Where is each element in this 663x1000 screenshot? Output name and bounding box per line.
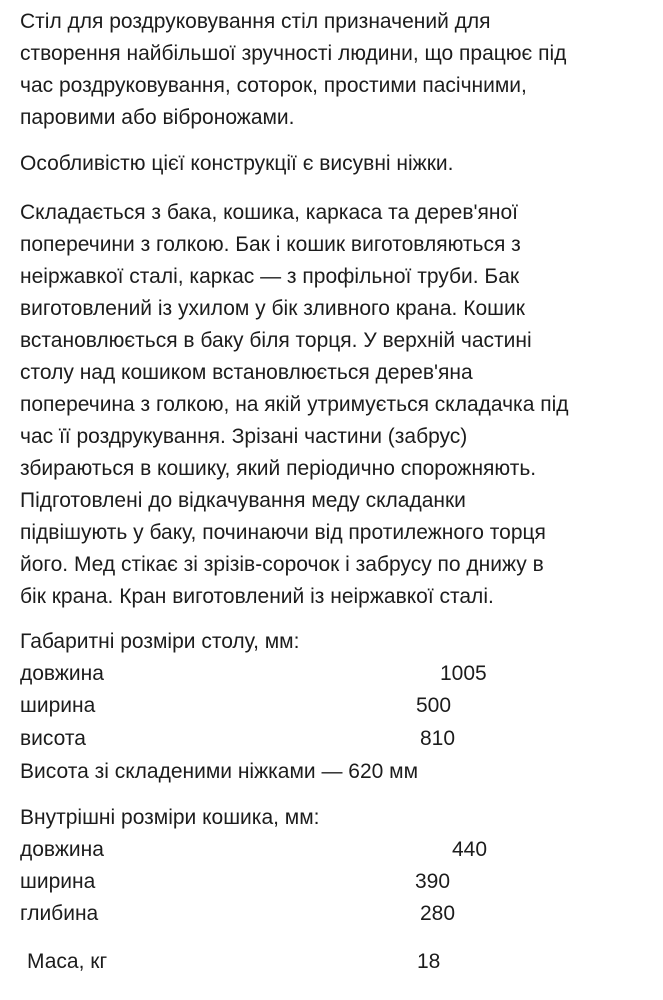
basket-value-length: 440 (452, 838, 488, 861)
construction-line: Підготовлені до відкачування меду складанки (20, 489, 466, 512)
mass-label: Маса, кг (27, 950, 108, 973)
basket-value-width: 390 (415, 870, 451, 893)
feature-paragraph (20, 148, 650, 180)
dimension-row-width (20, 690, 95, 722)
dimension-label: довжина (20, 662, 104, 685)
basket-label: глибина (20, 902, 99, 925)
construction-paragraph (20, 197, 650, 613)
intro-line: створення найбільшої зручності людини, що працює під (20, 42, 567, 65)
construction-line: виготовлений із ухилом у бік зливного крана. Кошик (20, 297, 525, 320)
construction-line: поперечина з голкою, на якій утримується складачка під (20, 393, 569, 416)
basket-row-depth (20, 898, 98, 930)
construction-line: його. Мед стікає зі зрізів-сорочок і забрусу по днижу в (20, 553, 544, 576)
basket-value-depth: 280 (420, 902, 456, 925)
dimension-row-height (20, 723, 86, 755)
construction-line: час її роздрукування. Зрізані частини (забрус) (20, 425, 468, 448)
dimension-value-height: 810 (420, 727, 456, 750)
construction-line: бік крана. Кран виготовлений із неіржавкої сталі. (20, 585, 494, 608)
construction-line: Складається з бака, кошика, каркаса та дерев'яної (20, 201, 518, 224)
construction-line: столу над кошиком встановлюється дерев'яна (20, 361, 473, 384)
mass-value: 18 (417, 950, 441, 973)
construction-line: підвішують у баку, починаючи від протилежного торця (20, 521, 546, 544)
construction-line: встановлюється в баку біля торця. У верхній частині (20, 329, 532, 352)
basket-row-length (20, 834, 104, 866)
intro-line: Стіл для роздруковування стіл призначений для (20, 10, 491, 33)
feature-line: Особливістю цієї конструкції є висувні ніжки. (20, 152, 454, 175)
basket-label: довжина (20, 838, 104, 861)
intro-line: паровими або віброножами. (20, 106, 295, 129)
intro-paragraph (20, 6, 650, 134)
basket-row-width (20, 866, 95, 898)
dimension-value-length: 1005 (440, 662, 487, 685)
dimension-row-length (20, 658, 104, 690)
basket-dimensions-heading: Внутрішні розміри кошика, мм: (20, 806, 320, 829)
folded-height-note: Висота зі складеними ніжками — 620 мм (20, 760, 419, 783)
construction-line: збираються в кошику, який періодично спорожняють. (20, 457, 537, 480)
basket-label: ширина (20, 870, 96, 893)
dimension-value-width: 500 (416, 694, 452, 717)
intro-line: час роздруковування, соторок, простими пасічними, (20, 74, 527, 97)
dimension-label: висота (20, 727, 86, 750)
construction-line: неіржавкої сталі, каркас — з профільної труби. Бак (20, 265, 520, 288)
dimension-label: ширина (20, 694, 96, 717)
construction-line: поперечини з голкою. Бак і кошик виготовляються з (20, 233, 521, 256)
table-dimensions-heading: Габаритні розміри столу, мм: (20, 630, 300, 653)
